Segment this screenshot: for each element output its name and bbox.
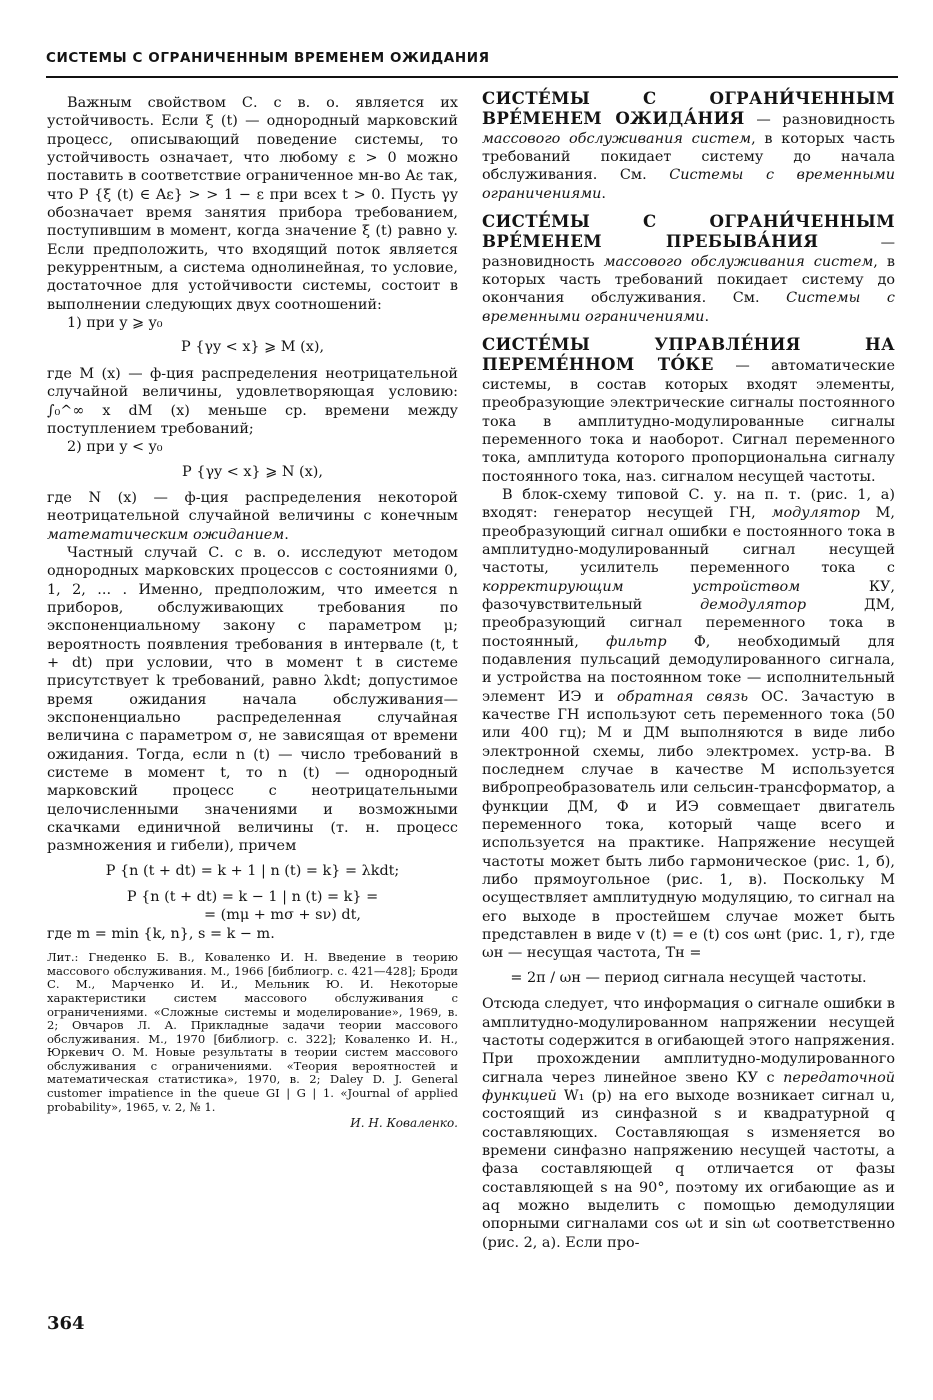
- formula-5: = (mμ + mσ + sν) dt,: [203, 907, 362, 924]
- text: .: [704, 308, 710, 325]
- header-rule: [46, 76, 898, 78]
- left-column: [47, 94, 458, 1133]
- text: — разновидность: [744, 112, 895, 129]
- text: — автоматические системы, в состав которых входят элементы, преобразующие электрические сигналы постоянного тока в амплитудно-модулированные сигналы переменного тока и наоборот. Сигнал переменного тока, амплитуда которого пропорциональна сигналу постоянного тока, наз. сигналом несущей частоты.: [482, 358, 895, 485]
- cross-reference-link[interactable]: фильтр: [606, 633, 667, 650]
- paragraph-envelope: [482, 995, 895, 1252]
- text: ОС. Зачастую в качестве ГН используют сеть переменного тока (50 или 400 гц); М и ДМ выполняются в виде либо электронной схемы, либо электромех. устр-ва. В последнем случае в качестве М используется вибропреобразователь или сельсин-трансформатор, а функции ДМ, Ф и ИЭ совмещает двигатель переменного тока, который чаще всего и используется на практике. Напряжение несущей частоты может быть либо гармоническое (рис. 1, б), либо прямоугольное (рис. 1, в). Поскольку М осуществляет амплитудную модуляцию, то сигнал на его выходе в простейшем случае может быть представлен в виде v (t) = e (t) cos ωнt (рис. 1, г), где ωн — несущая частота, Tн =: [482, 688, 895, 962]
- cross-reference-link[interactable]: Системы с временными ограничениями: [482, 290, 895, 325]
- cross-reference-link[interactable]: массового обслуживания систем: [482, 130, 752, 147]
- author-signature: И. Н. Коваленко.: [350, 1116, 458, 1131]
- running-title: СИСТЕМЫ С ОГРАНИЧЕННЫМ ВРЕМЕНЕМ ОЖИДАНИЯ: [46, 50, 490, 66]
- text: где N (x) — ф-ция распределения некоторой неотрицательной случайной величины с конечным: [47, 489, 458, 525]
- text: , в которых часть требований покидает систему до начала обслуживания. См.: [482, 130, 895, 184]
- cross-reference-link[interactable]: передаточной функцией: [482, 1069, 895, 1104]
- text: , в которых часть требований покидает систему до окончания обслуживания. См.: [482, 253, 895, 307]
- cross-reference-link[interactable]: массового обслуживания систем: [603, 253, 874, 270]
- cross-reference-link[interactable]: математическим ожиданием: [47, 526, 285, 543]
- cross-reference-link[interactable]: корректирующим устройством: [482, 578, 801, 595]
- paragraph-definitions: где m = min {k, n}, s = k − m.: [47, 925, 275, 942]
- text: Ф, необходимый для подавления пульсаций демодулированного сигнала, и устройства на постоянном токе — исполнительный элемент ИЭ и: [482, 633, 895, 705]
- text: Отсюда следует, что информация о сигнале ошибки в амплитудно-модулированном напряжении несущей частоты содержится в огибающей этого напряжения. При прохождении амплитудно-модулированного сигнала через линейное звено КУ с: [482, 996, 895, 1086]
- entry-title: СИСТЕ́МЫ С ОГРАНИ́ЧЕННЫМ ВРЕ́МЕНЕМ ПРЕБЫВА́НИЯ: [482, 211, 895, 252]
- paragraph-block-diagram: [482, 486, 895, 963]
- text: W₁ (p) на его выходе возникает сигнал u, состоящий из синфазной s и квадратурной q составляющих. Составляющая s изменяется во времени синфазно напряжению несущей частоты, а фаза составляющей q отличается от фазы составляющей s на 90°, поэтому их огибающие as и aq можно выделить с помощью демодуляции опорными сигналами cos ωt и sin ωt соответственно (рис. 2, а). Если про-: [482, 1087, 895, 1251]
- formula-period: = 2π / ωн — период сигнала несущей частоты.: [510, 969, 867, 986]
- formula-2: P {γy < x} ⩾ N (x),: [182, 463, 323, 480]
- paragraph-stability: Важным свойством С. с в. о. является их устойчивость. Если ξ (t) — однородный марковский процесс, описывающий поведение системы, то устойчивость означает, что любому ε > 0 можно поставить в соответствие ограниченное мн-во Aε так, что P {ξ (t) ∈ Aε} > > 1 − ε при всех t > 0. Пусть γy обозначает время занятия прибора требованием, поступившим в момент, когда значение ξ (t) равно y. Если предположить, что входящий поток является рекуррентным, а система однолинейная, то условие, достаточное для устойчивости системы, состоит в выполнении следующих двух соотношений:: [47, 95, 458, 313]
- cross-reference-link[interactable]: демодулятор: [700, 596, 807, 613]
- paragraph-distribution-n: [47, 489, 458, 544]
- text: КУ, фазочувствительный: [482, 578, 895, 613]
- right-column: [482, 89, 895, 1252]
- entry-title: СИСТЕ́МЫ УПРАВЛЕ́НИЯ НА ПЕРЕМЕ́ННОМ ТО́КЕ: [482, 334, 895, 375]
- formula-1: P {γy < x} ⩾ M (x),: [180, 339, 325, 356]
- text: .: [284, 526, 289, 543]
- entry-ac-control: [482, 335, 895, 486]
- literature: Лит.: Гнеденко Б. В., Коваленко И. Н. Введение в теорию массового обслуживания. М., 1966 [библиогр. с. 421—428]; Броди С. М., Марченко И. И., Мельник Ю. И. Некоторые характеристики систем массового обслуживания с ограничениями. «Сложные системы и моделирование», 1969, в. 2; Овчаров Л. А. Прикладные задачи теории массового обслуживания. М., 1970 [библиогр. с. 322]; Коваленко И. Н., Юркевич О. М. Новые результаты в теории систем массового обслуживания с ограничениями. «Теория вероятностей и математическая статистика», 1970, в. 2; Daley D. J. General customer impatience in the queue GI | G | 1. «Journal of applied probability», 1965, v. 2, № 1.: [47, 950, 458, 1114]
- text: М, преобразующий сигнал ошибки e постоянного тока в амплитудно-модулированный сигнал несущей частоты, усилитель переменного тока с: [482, 505, 895, 577]
- cross-reference-link[interactable]: модулятор: [771, 505, 860, 522]
- paragraph-special-case: Частный случай С. с в. о. исследуют методом однородных марковских процессов с состояниями 0, 1, 2, ... . Именно, предположим, что имеется n приборов, обслуживающих требования по экспоненциальному закону с параметром μ; вероятность появления требования в интервале (t, t + dt) при условии, что в момент t в системе присутствует k требований, равно λkdt; допустимое время ожидания начала обслуживания—экспоненциально распределенная случайная величина с параметром σ, не зависящая от времени ожидания. Тогда, если n (t) — число требований в системе в момент t, то n (t) — однородный марковский процесс с неотрицательными целочисленными значениями и возможными скачками единичной величины (т. н. процесс размножения и гибели), причем: [47, 544, 458, 855]
- entry-title: СИСТЕ́МЫ С ОГРАНИ́ЧЕННЫМ ВРЕ́МЕНЕМ ОЖИДА́НИЯ: [482, 88, 895, 129]
- entry-waiting-time: [482, 89, 895, 203]
- cross-reference-link[interactable]: обратная связь: [616, 688, 749, 705]
- condition-2: 2) при y < y₀: [67, 439, 163, 456]
- text: ДМ, преобразующий сигнал переменного тока в постоянный,: [482, 596, 895, 650]
- paragraph-distribution-m: где M (x) — ф-ция распределения неотрицательной случайной величины, удовлетворяющая условию: ∫₀^∞ x dM (x) меньше ср. времени между поступлением требований;: [47, 365, 458, 437]
- condition-1: 1) при y ⩾ y₀: [67, 315, 163, 332]
- formula-3: P {n (t + dt) = k + 1 | n (t) = k} = λkdt;: [105, 862, 400, 879]
- text: — разновидность: [482, 235, 895, 270]
- page-number: 364: [47, 1313, 85, 1334]
- formula-4: P {n (t + dt) = k − 1 | n (t) = k} =: [126, 889, 379, 906]
- cross-reference-link[interactable]: Системы с временными ограничениями: [482, 167, 895, 202]
- entry-stay-time: [482, 212, 895, 326]
- text: .: [601, 185, 606, 202]
- text: В блок-схему типовой С. у. на п. т. (рис. 1, а) входят: генератор несущей ГН,: [482, 486, 895, 522]
